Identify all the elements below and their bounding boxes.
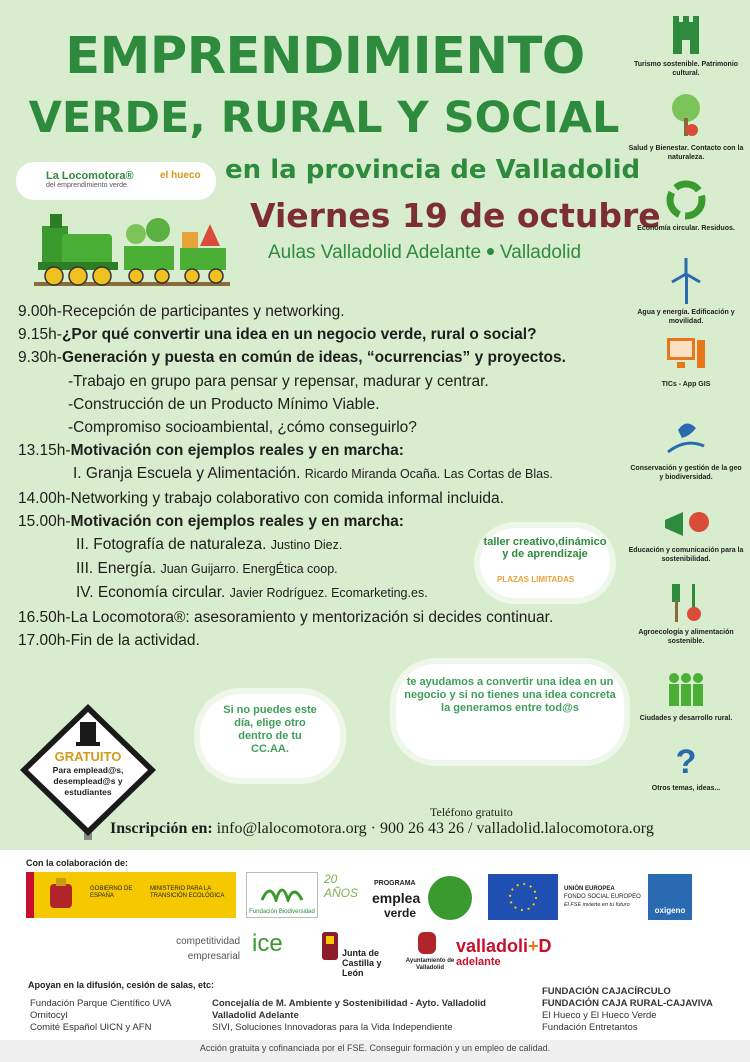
title-line-2: VERDE, RURAL Y SOCIAL bbox=[28, 93, 620, 143]
topic-water-energy bbox=[628, 258, 744, 326]
coat-of-arms-icon bbox=[46, 878, 76, 912]
time: 9.15h- bbox=[18, 326, 62, 344]
subitem-speaker: Javier Rodríguez. Ecomarketing.es. bbox=[229, 586, 428, 601]
topic-label: Educación y comunicación para la sostenibilidad. bbox=[628, 547, 744, 563]
event-date: Viernes 19 de octubre bbox=[250, 196, 661, 235]
question-mark-icon: ? bbox=[675, 743, 697, 781]
megaphone-icon bbox=[661, 506, 711, 542]
support-item: Fundación Parque Científico UVA bbox=[30, 998, 172, 1009]
schedule bbox=[18, 300, 628, 652]
schedule-row bbox=[18, 606, 628, 629]
apoyan-label: Apoyan en la difusión, cesión de salas, etc: bbox=[28, 980, 215, 990]
activity: Fin de la actividad. bbox=[70, 631, 200, 649]
programa-text: PROGRAMA bbox=[374, 880, 416, 887]
competitividad-text: competitividad empresarial bbox=[176, 936, 240, 962]
ayudamos-text: te ayudamos a convertir una idea en un negocio y si no tienes una idea concreta la generamos entre tod@s bbox=[404, 676, 616, 714]
valladolid-adelante-logo bbox=[456, 936, 552, 957]
subitem-speaker: Ricardo Miranda Ocaña. Las Cortas de Blas. bbox=[304, 467, 553, 482]
schedule-row bbox=[18, 300, 628, 323]
activity: Motivación con ejemplos reales y en marcha: bbox=[70, 442, 404, 460]
support-column-2 bbox=[212, 998, 486, 1034]
activity: ¿Por qué convertir una idea en un negocio verde, rural o social? bbox=[61, 326, 537, 344]
bird-branch-icon bbox=[664, 416, 708, 460]
topic-label: Salud y Bienestar. Contacto con la naturaleza. bbox=[628, 145, 744, 161]
ministerio-text: MINISTERIO PARA LA TRANSICIÓN ECOLÓGICA bbox=[150, 886, 225, 899]
bottom-note: Acción gratuita y cofinanciada por el FSE. Conseguir formación y un empleo de calidad. bbox=[199, 1043, 551, 1053]
bullet-dot bbox=[487, 248, 494, 255]
ice-logo: ice bbox=[252, 930, 283, 957]
locomotora-logo bbox=[46, 170, 134, 189]
time: 17.00h- bbox=[18, 631, 71, 649]
subitem-speaker: Justino Diez. bbox=[270, 538, 343, 553]
topic-label: Otros temas, ideas... bbox=[651, 785, 721, 792]
leaf-icon bbox=[428, 876, 472, 920]
otro-dia-text: Si no puedes este día, elige otro dentro de tu CC.AA. bbox=[223, 704, 317, 755]
junta-shield-icon bbox=[320, 930, 340, 962]
spain-flag-stripe bbox=[26, 872, 34, 918]
support-item: SIVI, Soluciones Innovadoras para la Vida Independiente bbox=[212, 1022, 453, 1033]
gratuito-title: GRATUITO bbox=[54, 749, 122, 764]
schedule-subitem: -Trabajo en grupo para pensar y repensar, madurar y centrar. bbox=[68, 372, 489, 390]
activity: La Locomotora®: asesoramiento y mentorización si decides continuar. bbox=[70, 608, 554, 626]
schedule-subitem bbox=[18, 462, 628, 486]
support-item: Ornitocyl bbox=[30, 1010, 68, 1021]
recycle-icon bbox=[666, 180, 706, 220]
gobierno-text: GOBIERNO DE ESPAÑA bbox=[90, 886, 133, 899]
footer bbox=[0, 850, 750, 1062]
time: 9.00h- bbox=[18, 303, 62, 320]
subitem-title: III. Energía. bbox=[76, 560, 157, 578]
topic-label: Economía circular. Residuos. bbox=[637, 225, 735, 232]
tree-icon bbox=[666, 92, 706, 140]
train-illustration bbox=[32, 196, 232, 292]
topic-label: Agroecología y alimentación sostenible. bbox=[638, 629, 734, 645]
oxigeno-text: oxigeno bbox=[654, 906, 686, 915]
topic-cities bbox=[628, 670, 744, 723]
topic-other bbox=[628, 744, 744, 793]
activity: Recepción de participantes y networking. bbox=[61, 303, 345, 320]
schedule-row bbox=[18, 629, 628, 652]
topic-circular bbox=[628, 180, 744, 233]
ayuntamiento-text: Ayuntamiento de Valladolid bbox=[405, 958, 455, 971]
topic-agroecology bbox=[628, 582, 744, 646]
time: 14.00h- bbox=[18, 489, 71, 507]
biodiversidad-text: Fundación Biodiversidad bbox=[249, 909, 315, 915]
registration-line bbox=[110, 820, 654, 838]
wind-turbine-icon bbox=[666, 258, 706, 304]
ue-text: UNIÓN EUROPEA bbox=[564, 886, 615, 892]
topic-health bbox=[628, 92, 744, 162]
topic-biodiversity bbox=[628, 416, 744, 482]
schedule-row bbox=[18, 487, 628, 510]
fse-text: FONDO SOCIAL EUROPEO bbox=[564, 894, 641, 900]
support-column-3 bbox=[542, 986, 713, 1034]
plus-icon: + bbox=[528, 936, 539, 956]
time: 15.00h- bbox=[18, 512, 71, 530]
title-line-1: EMPRENDIMIENTO bbox=[65, 27, 585, 86]
topic-label: Conservación y gestión de la geo y biodiversidad. bbox=[630, 465, 742, 481]
logo-tagline: del emprendimiento verde. bbox=[46, 182, 129, 189]
emplea-text: emplea bbox=[372, 890, 421, 906]
registration-details[interactable]: info@lalocomotora.org · 900 26 43 26 / valladolid.lalocomotora.org bbox=[216, 820, 654, 837]
time: 13.15h- bbox=[18, 442, 71, 460]
colab-label: Con la colaboración de: bbox=[26, 858, 129, 868]
subitem-speaker: Juan Guijarro. EnergÉtica coop. bbox=[160, 562, 338, 577]
computer-icon bbox=[665, 336, 707, 376]
event-venue bbox=[268, 242, 581, 264]
people-icon bbox=[664, 670, 708, 710]
subitem-title: IV. Economía circular. bbox=[76, 584, 226, 602]
ayuntamiento-shield-icon bbox=[416, 930, 438, 956]
schedule-subitem: -Construcción de un Producto Mínimo Viable. bbox=[68, 395, 380, 413]
vda-part-a: valladoli bbox=[456, 936, 529, 956]
gratuito-text: Para emplead@s, desemplead@s y estudiantes bbox=[52, 765, 124, 797]
topic-label: Turismo sostenible. Patrimonio cultural. bbox=[633, 61, 739, 77]
20-anos-text: 20 AÑOS bbox=[324, 872, 359, 900]
phone-label: Teléfono gratuito bbox=[430, 805, 513, 819]
vda-part-b: D bbox=[538, 936, 552, 956]
el-hueco-logo: el hueco bbox=[160, 170, 201, 181]
topic-label: TICs - App GIS bbox=[661, 381, 711, 388]
verde-text: verde bbox=[384, 906, 417, 920]
support-item: FUNDACIÓN CAJACÍRCULO bbox=[542, 986, 671, 997]
activity: Networking y trabajo colaborativo con comida informal incluida. bbox=[70, 489, 504, 507]
subitem-title: I. Granja Escuela y Alimentación. bbox=[73, 465, 301, 483]
support-item: Fundación Entretantos bbox=[542, 1022, 638, 1033]
support-item: El Hueco y El Hueco Verde bbox=[542, 1010, 657, 1021]
support-item: Comité Español UICN y AFN bbox=[30, 1022, 152, 1033]
venue-name: Aulas Valladolid Adelante bbox=[268, 242, 482, 263]
junta-text: Junta de Castilla y León bbox=[342, 948, 382, 978]
garden-tools-icon bbox=[664, 582, 708, 624]
venue-city: Valladolid bbox=[500, 242, 582, 263]
topic-label: Ciudades y desarrollo rural. bbox=[639, 715, 733, 722]
support-column-1 bbox=[30, 998, 171, 1034]
topic-label: Agua y energía. Edificación y movilidad. bbox=[637, 309, 735, 325]
eu-stars-icon bbox=[506, 880, 540, 914]
subitem-title: II. Fotografía de naturaleza. bbox=[76, 536, 267, 554]
time: 9.30h- bbox=[18, 349, 62, 367]
activity: Generación y puesta en común de ideas, “ocurrencias” y proyectos. bbox=[61, 349, 566, 367]
registration-label: Inscripción en: bbox=[110, 820, 213, 837]
topic-tourism bbox=[628, 12, 744, 78]
schedule-subitem: -Compromiso socioambiental, ¿cómo conseguirlo? bbox=[68, 419, 417, 437]
taller-text: taller creativo,dinámico y de aprendizaje bbox=[483, 536, 607, 560]
topic-tics bbox=[628, 336, 744, 389]
support-item: FUNDACIÓN CAJA RURAL-CAJAVIVA bbox=[542, 998, 713, 1009]
plazas-limitadas: PLAZAS LIMITADAS bbox=[497, 575, 575, 584]
fse-sub-text: El FSE invierte en tu futuro bbox=[564, 902, 630, 908]
castle-icon bbox=[669, 12, 703, 56]
logo-name: La Locomotora® bbox=[46, 170, 134, 182]
adelante-text: adelante bbox=[456, 956, 501, 968]
support-item: Concejalía de M. Ambiente y Sostenibilidad - Ayto. Valladolid bbox=[212, 998, 486, 1009]
activity: Motivación con ejemplos reales y en marcha: bbox=[70, 512, 404, 530]
grass-icon bbox=[258, 878, 306, 902]
schedule-row bbox=[18, 346, 628, 369]
time: 16.50h- bbox=[18, 608, 71, 626]
province-subtitle: en la provincia de Valladolid bbox=[225, 155, 641, 185]
support-item: Valladolid Adelante bbox=[212, 1010, 299, 1021]
schedule-row bbox=[18, 439, 628, 462]
topic-education bbox=[628, 506, 744, 564]
schedule-row bbox=[18, 323, 628, 346]
